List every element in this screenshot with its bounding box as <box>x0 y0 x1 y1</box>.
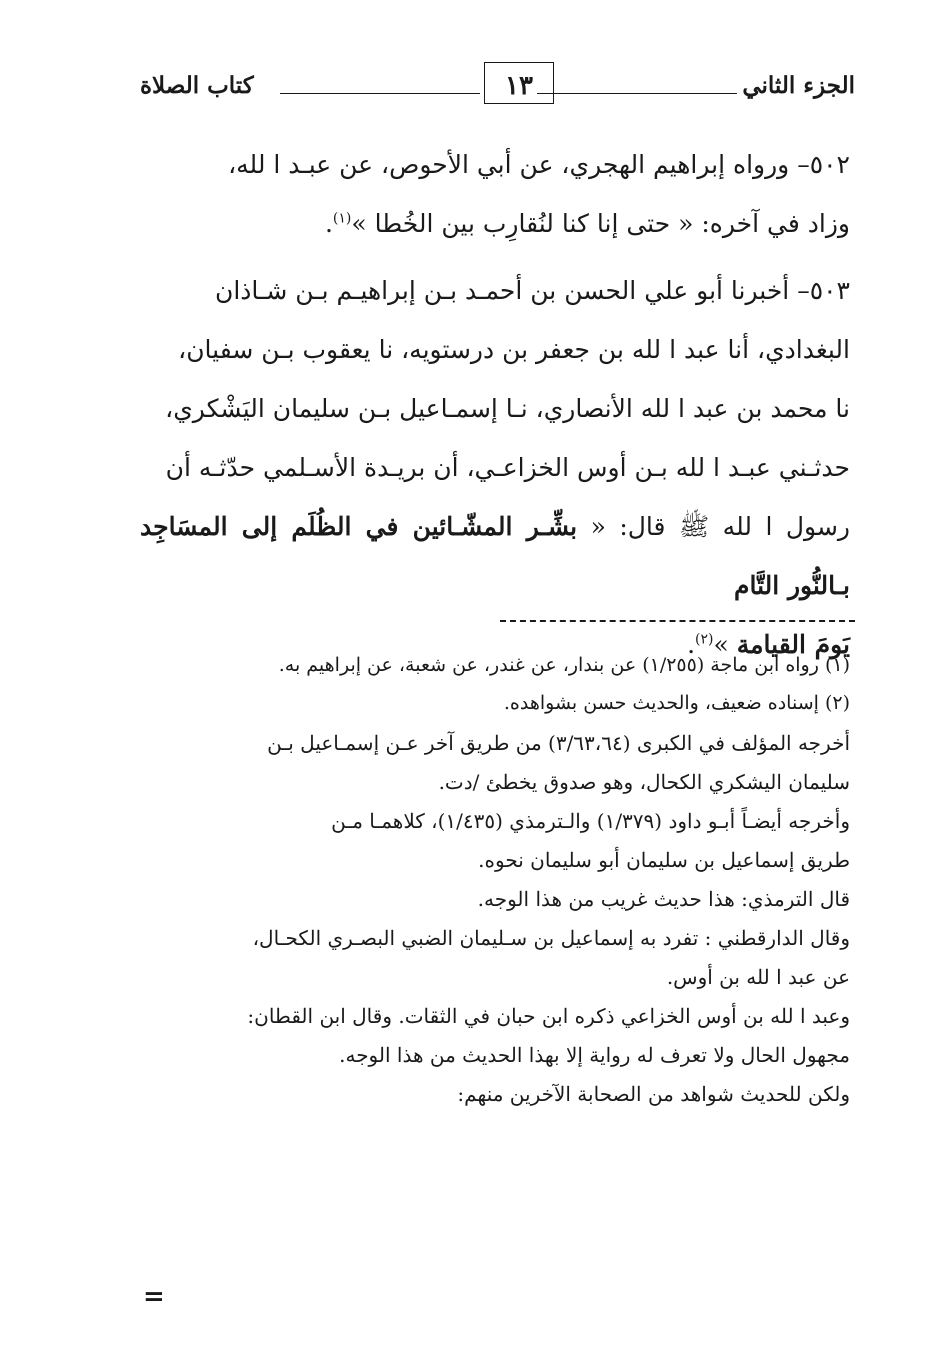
footnote-ref-2: (٢) <box>695 631 714 648</box>
chapter-title: كتاب الصلاة <box>140 72 254 99</box>
hadith-503-line-5 <box>140 497 850 615</box>
footnote-2-line-7: عن عبد ا لله بن أوس. <box>666 965 850 989</box>
footnote-2-line-9: مجهول الحال ولا تعرف له رواية إلا بهذا الحديث من هذا الوجه. <box>339 1043 850 1067</box>
hadith-502-line-2 <box>140 194 850 253</box>
hadith-503-matn: بشِّـر المشّـائين في الظُلَم إلى المسَاجِد بـالنُّور التَّام <box>140 512 850 600</box>
period: . <box>687 630 696 659</box>
page-number: ١٣ <box>484 62 554 104</box>
hadith-503-line-1: ٥٠٣– أخبرنا أبو علي الحسن بن أحمـد بـن إبراهيـم بـن شـاذان <box>214 276 850 305</box>
footnotes <box>140 648 850 1114</box>
main-text <box>140 135 850 674</box>
closing-quote: » <box>713 630 737 659</box>
footnote-2-line-2: سليمان اليشكري الكحال، وهو صدوق يخطئ /دت. <box>438 770 850 794</box>
hadith-503-line-3: نا محمد بن عبد ا لله الأنصاري، نـا إسمـاعيل بـن سليمان اليَشْكري، <box>165 394 850 423</box>
hadith-503-line-4: حدثـني عبـد ا لله بـن أوس الخزاعـي، أن بريـدة الأسـلمي حدّثـه أن <box>165 453 850 482</box>
continuation-mark: = <box>143 1282 165 1312</box>
hadith-503-line-2: البغدادي، أنا عبد ا لله بن جعفر بن درستويه، نا يعقوب بـن سفيان، <box>178 335 850 364</box>
footnote-2-line-6: وقال الدارقطني : تفرد به إسماعيل بن سـليمان الضبي البصـري الكحـال، <box>252 926 850 950</box>
footnote-ref-1: (١) <box>332 210 352 227</box>
hadith-502-text: وزاد في آخره: « حتى إنا كنا لنُقارِب بين الخُطا » <box>351 209 850 238</box>
footnote-2: (٢) إسناده ضعيف، والحديث حسن بشواهده. <box>503 692 850 714</box>
footnote-2-line-4: طريق إسماعيل بن سليمان أبو سليمان نحوه. <box>478 848 850 872</box>
hadith-503-intro: رسول ا لله ﷺ قال: « <box>577 512 850 541</box>
header-rule-left <box>280 93 480 94</box>
footnote-1: (١) رواه ابن ماجة (١/٢٥٥) عن بندار، عن غندر، عن شعبة، عن إبراهيم به. <box>278 654 850 676</box>
header-rule-right <box>537 93 737 94</box>
footnote-2-line-10: ولكن للحديث شواهد من الصحابة الآخرين منهم: <box>457 1082 850 1106</box>
hadith-503-matn-end: يَومَ القيامة <box>736 630 850 659</box>
footnote-2-line-8: وعبد ا لله بن أوس الخزاعي ذكره ابن حبان في الثقات. وقال ابن القطان: <box>247 1004 850 1028</box>
footnote-separator <box>500 620 855 622</box>
footnote-2-line-5: قال الترمذي: هذا حديث غريب من هذا الوجه. <box>477 887 850 911</box>
volume-title: الجزء الثاني <box>742 72 855 99</box>
hadith-502-line-1: ٥٠٢– ورواه إبراهيم الهجري، عن أبي الأحوص، عن عبـد ا لله، <box>228 150 850 179</box>
footnote-2-line-3: وأخرجه أيضـاً أبـو داود (١/٣٧٩) والـترمذي (١/٤٣٥)، كلاهمـا مـن <box>331 809 850 833</box>
page-header <box>140 62 855 108</box>
footnote-2-line-1: أخرجه المؤلف في الكبرى (٣/٦٣،٦٤) من طريق آخر عـن إسمـاعيل بـن <box>267 731 850 755</box>
period: . <box>324 209 333 238</box>
